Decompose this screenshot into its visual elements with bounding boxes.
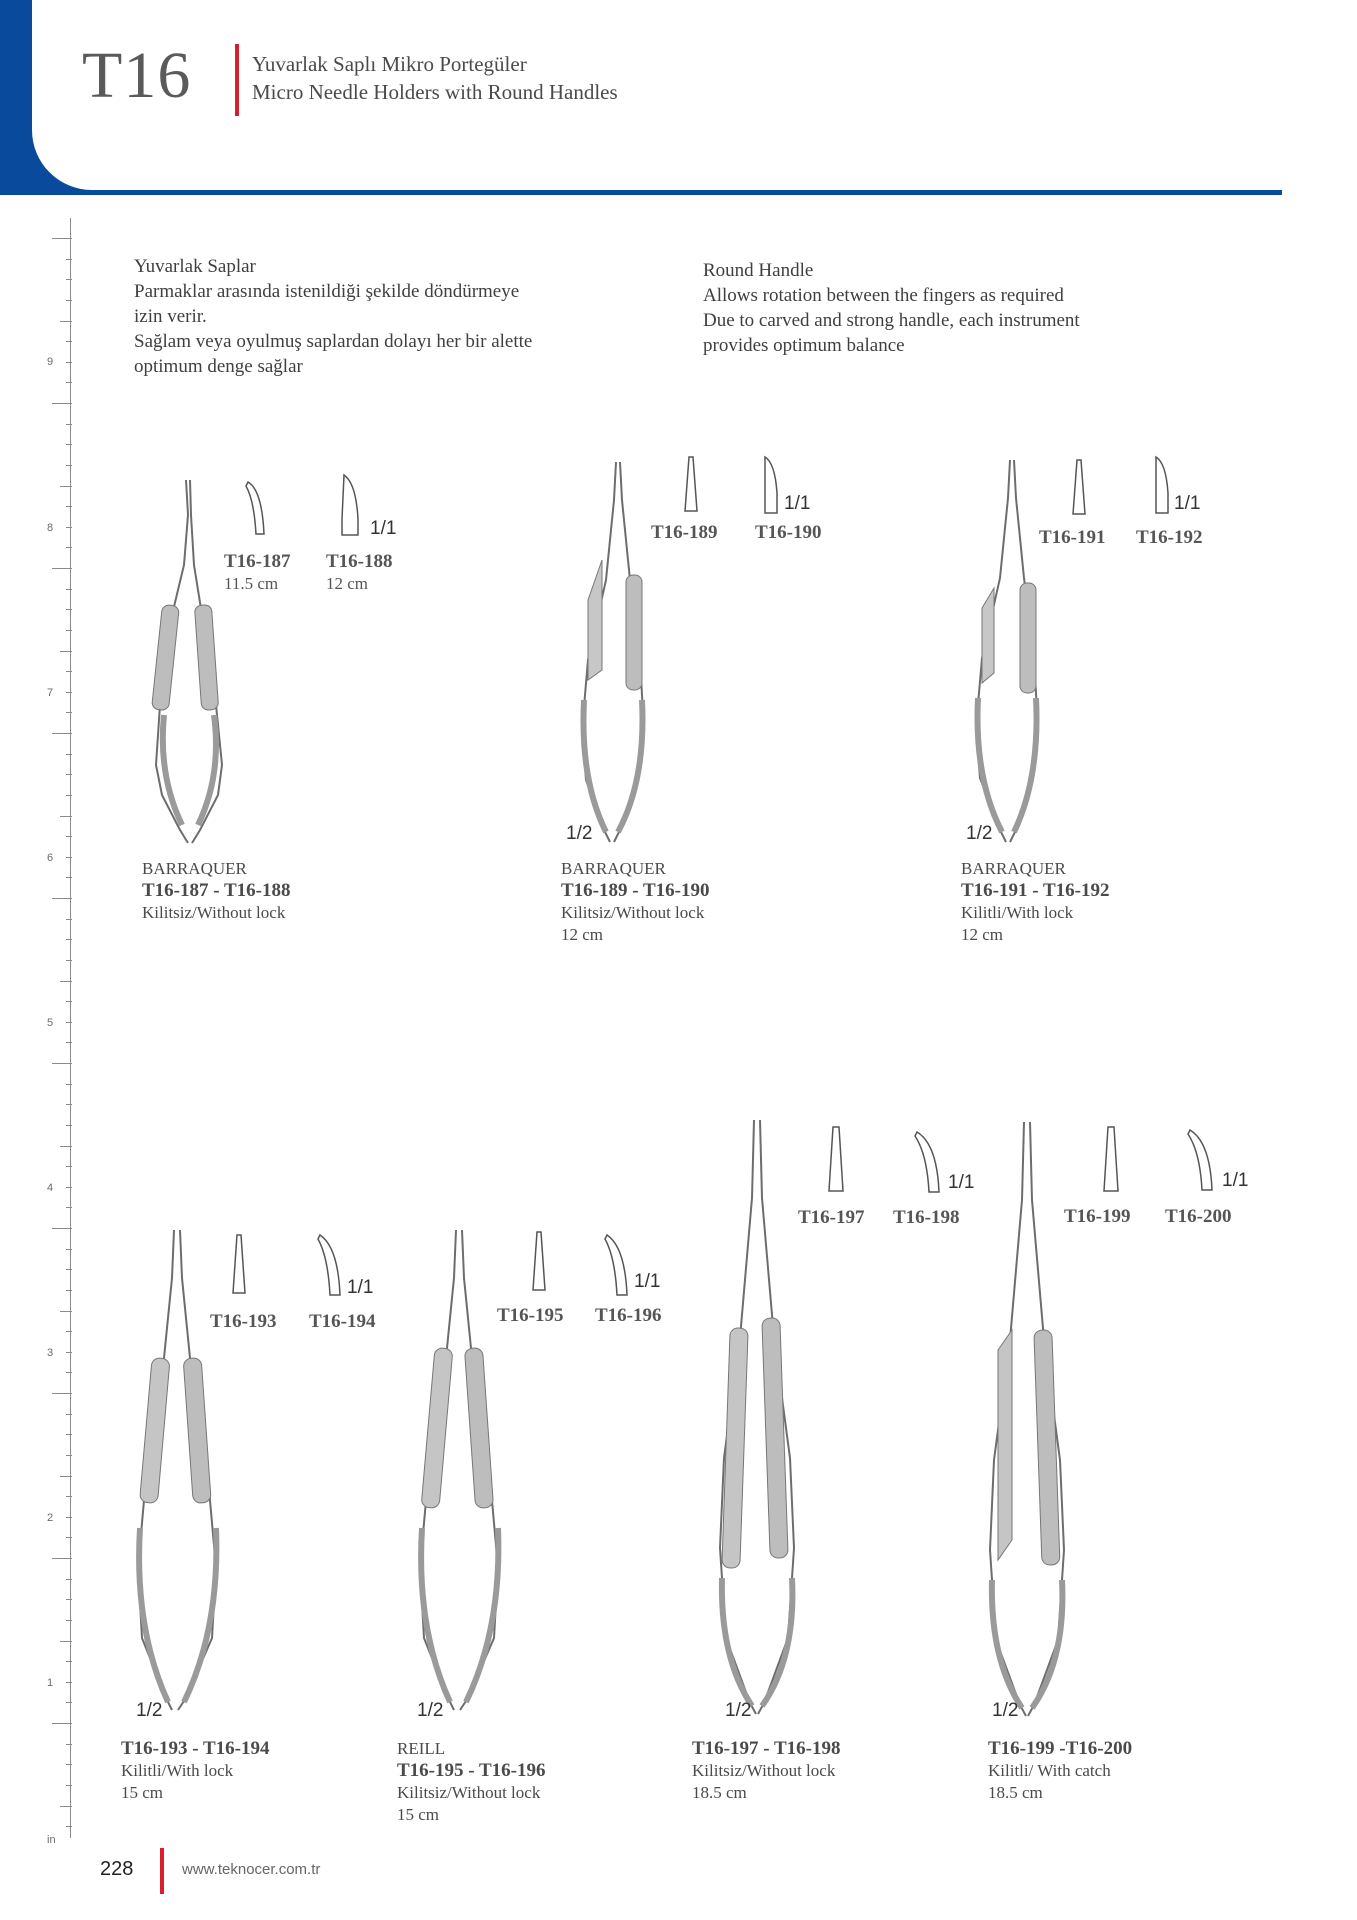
ruler-tick: [66, 1764, 72, 1765]
ruler-tick: [60, 1641, 72, 1642]
ruler-number: 1: [47, 1677, 54, 1689]
curved-tip-icon: [603, 1233, 631, 1297]
ruler-tick: [66, 630, 72, 631]
ruler-tick: [60, 321, 72, 322]
ruler-tick: [66, 1682, 72, 1683]
instrument-codes: T16-197 - T16-198: [692, 1738, 841, 1759]
ruler-tick: [52, 238, 72, 239]
scale-half-mark: 1/2: [136, 1700, 163, 1721]
ruler-tick: [66, 1599, 72, 1600]
ruler-tick: [66, 547, 72, 548]
ruler-line: [70, 218, 71, 1838]
ruler-number: 4: [47, 1182, 54, 1194]
ruler-tick: [66, 1249, 72, 1250]
ruler-number: 5: [47, 1017, 54, 1029]
ruler-tick: [66, 712, 72, 713]
ruler-tick: [60, 486, 72, 487]
lock-type: Kilitsiz/Without lock: [692, 1761, 836, 1780]
intro-line: Allows rotation between the fingers as required: [703, 285, 1064, 306]
scale-half-mark: 1/2: [725, 1700, 752, 1721]
scale-half-mark: 1/2: [966, 823, 993, 844]
ruler-tick: [66, 341, 72, 342]
ruler-tick: [66, 1022, 72, 1023]
intro-line: provides optimum balance: [703, 335, 905, 356]
ruler-tick: [66, 774, 72, 775]
straight-tip-icon: [683, 455, 699, 513]
tip-code: T16-191: [1039, 527, 1106, 548]
ruler-tick: [66, 754, 72, 755]
curved-tip-icon: [1186, 1128, 1216, 1192]
needle-holder-image: [150, 475, 230, 850]
lock-type: Kilitsiz/Without lock: [561, 903, 705, 922]
instrument-size: 12 cm: [961, 925, 1004, 944]
intro-line: Round Handle: [703, 260, 814, 281]
ruler-tick: [66, 1620, 72, 1621]
instrument-codes: T16-191 - T16-192: [961, 880, 1110, 901]
ruler-tick: [66, 836, 72, 837]
ruler-tick: [52, 1558, 72, 1559]
intro-turkish: [134, 254, 532, 379]
straight-tip-icon: [531, 1230, 547, 1292]
ruler-tick: [52, 403, 72, 404]
tip-code: T16-200: [1165, 1206, 1232, 1227]
needle-holder-image: [412, 1228, 504, 1718]
curved-tip-icon: [340, 473, 364, 539]
ruler-tick: [52, 898, 72, 899]
title-turkish: Yuvarlak Saplı Mikro Portegüler: [252, 52, 527, 76]
straight-tip-icon: [231, 1233, 247, 1295]
ruler-tick: [60, 1146, 72, 1147]
instrument-caption: [142, 858, 290, 924]
ruler-tick: [66, 1001, 72, 1002]
ruler-tick: [66, 1826, 72, 1827]
lock-type: Kilitli/With lock: [961, 903, 1074, 922]
tip-size: 12 cm: [326, 574, 369, 593]
needle-holder-image: [132, 1228, 224, 1718]
straight-tip-icon: [827, 1125, 845, 1193]
scale-half-mark: 1/2: [566, 823, 593, 844]
ruler-tick: [60, 1311, 72, 1312]
instrument-caption: [692, 1738, 840, 1804]
ruler-tick: [52, 568, 72, 569]
ruler-tick: [66, 1104, 72, 1105]
ruler-tick: [66, 1372, 72, 1373]
ruler-tick: [66, 1661, 72, 1662]
needle-holder-image: [986, 1120, 1070, 1720]
page-number: 228: [100, 1858, 134, 1880]
ruler-tick: [66, 877, 72, 878]
ruler-number: 2: [47, 1512, 54, 1524]
tip-size: 11.5 cm: [224, 574, 279, 593]
ruler-tick: [66, 1744, 72, 1745]
straight-tip-icon: [1071, 458, 1087, 516]
ruler-tick: [66, 1207, 72, 1208]
instrument-caption: [397, 1738, 545, 1826]
ruler-tick: [66, 939, 72, 940]
ruler-tick: [66, 1269, 72, 1270]
ruler-tick: [66, 382, 72, 383]
tip-code: T16-190: [755, 522, 822, 543]
ruler-tick: [66, 1352, 72, 1353]
tip-code: T16-189: [651, 522, 718, 543]
instrument-caption: [121, 1738, 269, 1804]
instrument-size: 15 cm: [397, 1805, 440, 1824]
tip-code: T16-188: [326, 551, 393, 572]
ruler-tick: [66, 1785, 72, 1786]
ruler-tick: [66, 589, 72, 590]
ruler-tick: [66, 1187, 72, 1188]
curved-tip-icon: [913, 1130, 943, 1194]
ruler-tick: [52, 1723, 72, 1724]
ruler-tick: [66, 1537, 72, 1538]
ruler-tick: [66, 1166, 72, 1167]
ruler-tick: [66, 444, 72, 445]
intro-line: Due to carved and strong handle, each instrument: [703, 310, 1080, 331]
ruler-tick: [66, 692, 72, 693]
ruler-tick: [66, 857, 72, 858]
curved-tip-icon: [244, 480, 268, 536]
ruler-number: in: [47, 1834, 56, 1846]
ruler-tick: [60, 816, 72, 817]
scale-full-mark: 1/1: [784, 493, 811, 514]
needle-holder-image: [972, 458, 1042, 850]
instrument-size: 18.5 cm: [692, 1783, 747, 1802]
instrument-size: 12 cm: [561, 925, 604, 944]
needle-holder-image: [716, 1118, 800, 1718]
intro-line: izin verir.: [134, 306, 207, 327]
scale-half-mark: 1/2: [992, 1700, 1019, 1721]
ruler-tick: [66, 919, 72, 920]
scale-half-mark: 1/2: [417, 1700, 444, 1721]
ruler-number: 9: [47, 356, 54, 368]
ruler-tick: [66, 1455, 72, 1456]
ruler-tick: [66, 362, 72, 363]
ruler-tick: [66, 1496, 72, 1497]
instrument-name: BARRAQUER: [561, 859, 666, 878]
ruler-tick: [52, 1228, 72, 1229]
curved-tip-icon: [1152, 455, 1172, 515]
ruler-tick: [66, 424, 72, 425]
scale-full-mark: 1/1: [1174, 493, 1201, 514]
footer-divider: [160, 1848, 164, 1894]
header-rule: [60, 190, 1282, 195]
instrument-codes: T16-195 - T16-196: [397, 1760, 546, 1781]
intro-line: Yuvarlak Saplar: [134, 256, 256, 277]
ruler-tick: [66, 527, 72, 528]
instrument-size: 15 cm: [121, 1783, 164, 1802]
tip-code: T16-196: [595, 1305, 662, 1326]
straight-tip-icon: [1102, 1125, 1120, 1193]
scale-full-mark: 1/1: [370, 518, 397, 539]
instrument-codes: T16-193 - T16-194: [121, 1738, 270, 1759]
tip-code: T16-194: [309, 1311, 376, 1332]
website-url: www.teknocer.com.tr: [182, 1861, 321, 1878]
ruler-tick: [66, 795, 72, 796]
tip-code: T16-193: [210, 1311, 277, 1332]
tip-code: T16-187: [224, 551, 291, 572]
ruler-number: 6: [47, 852, 54, 864]
ruler-tick: [60, 1476, 72, 1477]
ruler-number: 3: [47, 1347, 54, 1359]
ruler-tick: [60, 651, 72, 652]
lock-type: Kilitli/With lock: [121, 1761, 234, 1780]
ruler-number: 7: [47, 687, 54, 699]
ruler-tick: [66, 1579, 72, 1580]
header-divider: [235, 44, 239, 116]
intro-line: optimum denge sağlar: [134, 356, 303, 377]
ruler-tick: [66, 300, 72, 301]
ruler-tick: [66, 1084, 72, 1085]
curved-tip-icon: [761, 455, 781, 515]
intro-english: [703, 258, 1080, 358]
section-code: T16: [82, 39, 192, 112]
ruler-tick: [66, 1702, 72, 1703]
curved-tip-icon: [316, 1233, 344, 1297]
header-card: [32, 0, 1282, 190]
scale-full-mark: 1/1: [347, 1277, 374, 1298]
instrument-name: REILL: [397, 1739, 446, 1758]
title-english: Micro Needle Holders with Round Handles: [252, 80, 618, 104]
instrument-name: BARRAQUER: [142, 859, 247, 878]
ruler-tick: [66, 1290, 72, 1291]
instrument-size: 18.5 cm: [988, 1783, 1043, 1802]
scale-full-mark: 1/1: [1222, 1170, 1249, 1191]
scale-full-mark: 1/1: [634, 1271, 661, 1292]
tip-code: T16-192: [1136, 527, 1203, 548]
instrument-name: BARRAQUER: [961, 859, 1066, 878]
ruler-tick: [52, 733, 72, 734]
ruler-tick: [66, 465, 72, 466]
instrument-codes: T16-187 - T16-188: [142, 880, 291, 901]
ruler-tick: [52, 1393, 72, 1394]
ruler-tick: [66, 279, 72, 280]
inch-ruler: [38, 218, 72, 1846]
intro-line: Parmaklar arasında istenildiği şekilde döndürmeye: [134, 281, 520, 302]
lock-type: Kilitsiz/Without lock: [397, 1783, 541, 1802]
instrument-caption: [561, 858, 709, 946]
ruler-tick: [66, 1331, 72, 1332]
ruler-tick: [66, 960, 72, 961]
ruler-tick: [60, 981, 72, 982]
ruler-number: 8: [47, 522, 54, 534]
instrument-codes: T16-199 -T16-200: [988, 1738, 1133, 1759]
ruler-tick: [66, 671, 72, 672]
needle-holder-image: [578, 460, 648, 850]
ruler-tick: [66, 1125, 72, 1126]
lock-type: Kilitli/ With catch: [988, 1761, 1111, 1780]
tip-code: T16-195: [497, 1305, 564, 1326]
ruler-tick: [66, 609, 72, 610]
ruler-tick: [66, 259, 72, 260]
ruler-tick: [66, 1517, 72, 1518]
ruler-tick: [66, 1414, 72, 1415]
ruler-tick: [60, 1806, 72, 1807]
ruler-tick: [66, 1042, 72, 1043]
tip-code: T16-198: [893, 1207, 960, 1228]
instrument-codes: T16-189 - T16-190: [561, 880, 710, 901]
ruler-tick: [52, 1063, 72, 1064]
tip-code: T16-199: [1064, 1206, 1131, 1227]
ruler-tick: [66, 506, 72, 507]
instrument-caption: [988, 1738, 1132, 1804]
tip-code: T16-197: [798, 1207, 865, 1228]
intro-line: Sağlam veya oyulmuş saplardan dolayı her bir alette: [134, 331, 533, 352]
scale-full-mark: 1/1: [948, 1172, 975, 1193]
instrument-caption: [961, 858, 1109, 946]
ruler-tick: [66, 1434, 72, 1435]
lock-type: Kilitsiz/Without lock: [142, 903, 286, 922]
